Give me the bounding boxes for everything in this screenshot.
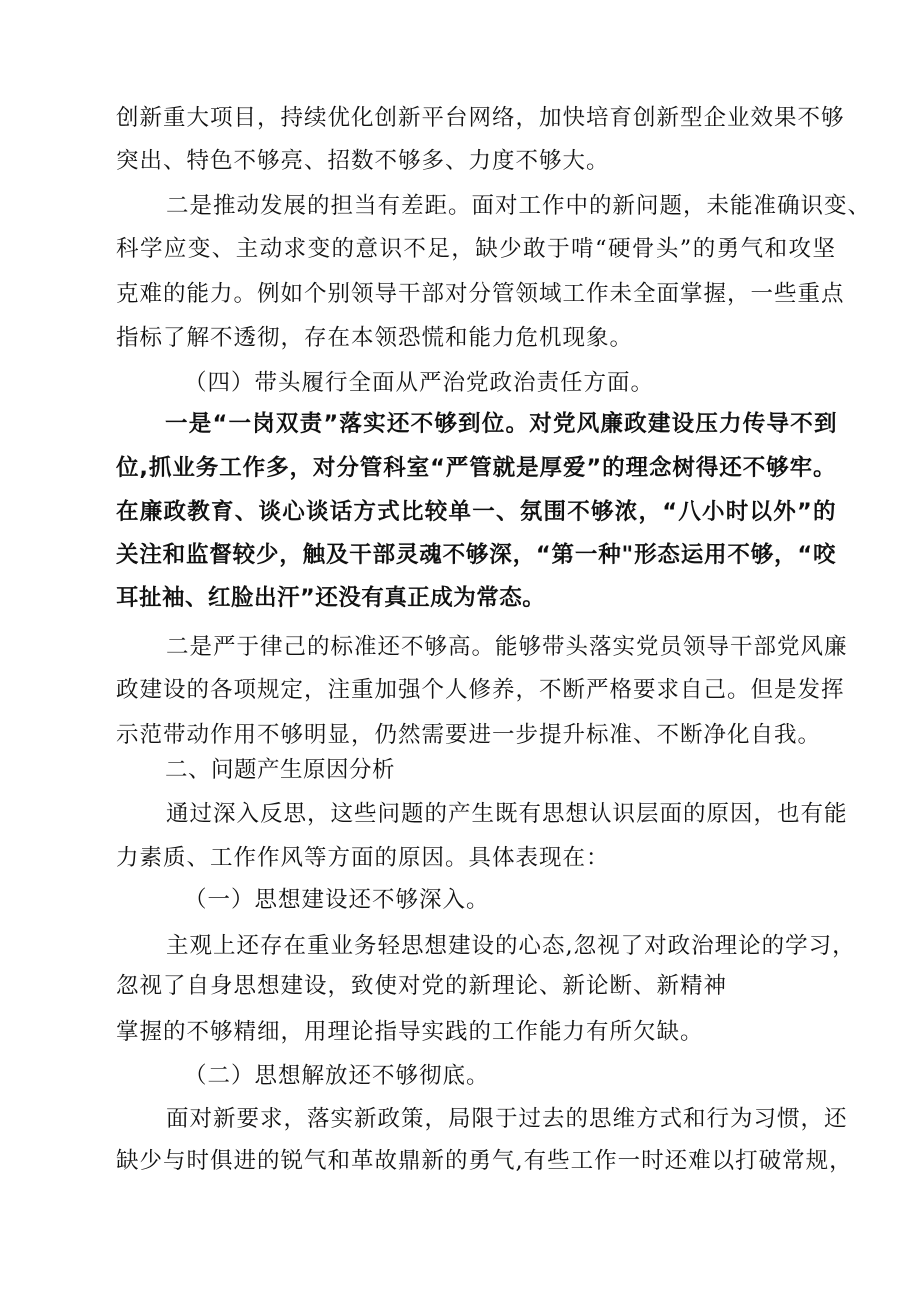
paragraph-line: 主观上还存在重业务轻思想建设的心态,忽视了对政治理论的学习， — [166, 933, 856, 959]
paragraph-line: 缺少与时俱进的锐气和革故鼎新的勇气,有些工作一时还难以打破常规， — [116, 1148, 853, 1174]
subsection-heading: （一）思想建设还不够深入。 — [184, 887, 490, 913]
paragraph-line: 突出、特色不够亮、招数不够多、力度不够大。 — [116, 148, 610, 174]
bold-paragraph-line: 位,抓业务工作多，对分管科室“严管就是厚爱”的理念树得还不够牢。 — [116, 455, 836, 481]
paragraph-line: 政建设的各项规定，注重加强个人修养，不断严格要求自己。但是发挥 — [116, 677, 845, 703]
paragraph-line: 二是推动发展的担当有差距。面对工作中的新问题，未能准确识变、 — [166, 193, 872, 219]
paragraph-line: 科学应变、主动求变的意识不足，缺少敢于啃“硬骨头”的勇气和攻坚 — [116, 236, 836, 262]
paragraph-line: 面对新要求，落实新政策，局限于过去的思维方式和行为习惯，还 — [166, 1106, 848, 1132]
chapter-heading: 二、问题产生原因分析 — [165, 757, 396, 783]
paragraph-line: 通过深入反思，这些问题的产生既有思想认识层面的原因，也有能 — [166, 801, 848, 827]
paragraph-line: 克难的能力。例如个别领导干部对分管领域工作未全面掌握，一些重点 — [116, 281, 845, 307]
paragraph-line: 指标了解不透彻，存在本领恐慌和能力危机现象。 — [116, 325, 634, 351]
paragraph-line: 忽视了自身思想建设，致使对党的新理论、新论断、新精神 — [116, 973, 728, 999]
paragraph-line: 力素质、工作作风等方面的原因。具体表现在： — [116, 845, 610, 871]
section-heading: （四）带头履行全面从严治党政治责任方面。 — [184, 370, 655, 396]
paragraph-line: 二是严于律己的标准还不够高。能够带头落实党员领导干部党风廉 — [166, 634, 848, 660]
bold-paragraph-line: 关注和监督较少，触及干部灵魂不够深，“第一种"形态运用不够，“咬 — [116, 542, 836, 568]
paragraph-line: 创新重大项目，持续优化创新平台网络，加快培育创新型企业效果不够 — [116, 105, 845, 131]
subsection-heading: （二）思想解放还不够彻底。 — [184, 1063, 490, 1089]
bold-paragraph-line: 在廉政教育、谈心谈话方式比较单一、氛围不够浓，“八小时以外”的 — [116, 499, 836, 525]
paragraph-line: 示范带动作用不够明显，仍然需要进一步提升标准、不断净化自我。 — [116, 722, 822, 748]
bold-paragraph-line: 耳扯袖、红脸出汗”还没有真正成为常态。 — [116, 585, 546, 611]
paragraph-line: 掌握的不够精细，用理论指导实践的工作能力有所欠缺。 — [116, 1019, 704, 1045]
bold-paragraph-line: 一是“一岗双责”落实还不够到位。对党风廉政建设压力传导不到 — [165, 411, 837, 437]
